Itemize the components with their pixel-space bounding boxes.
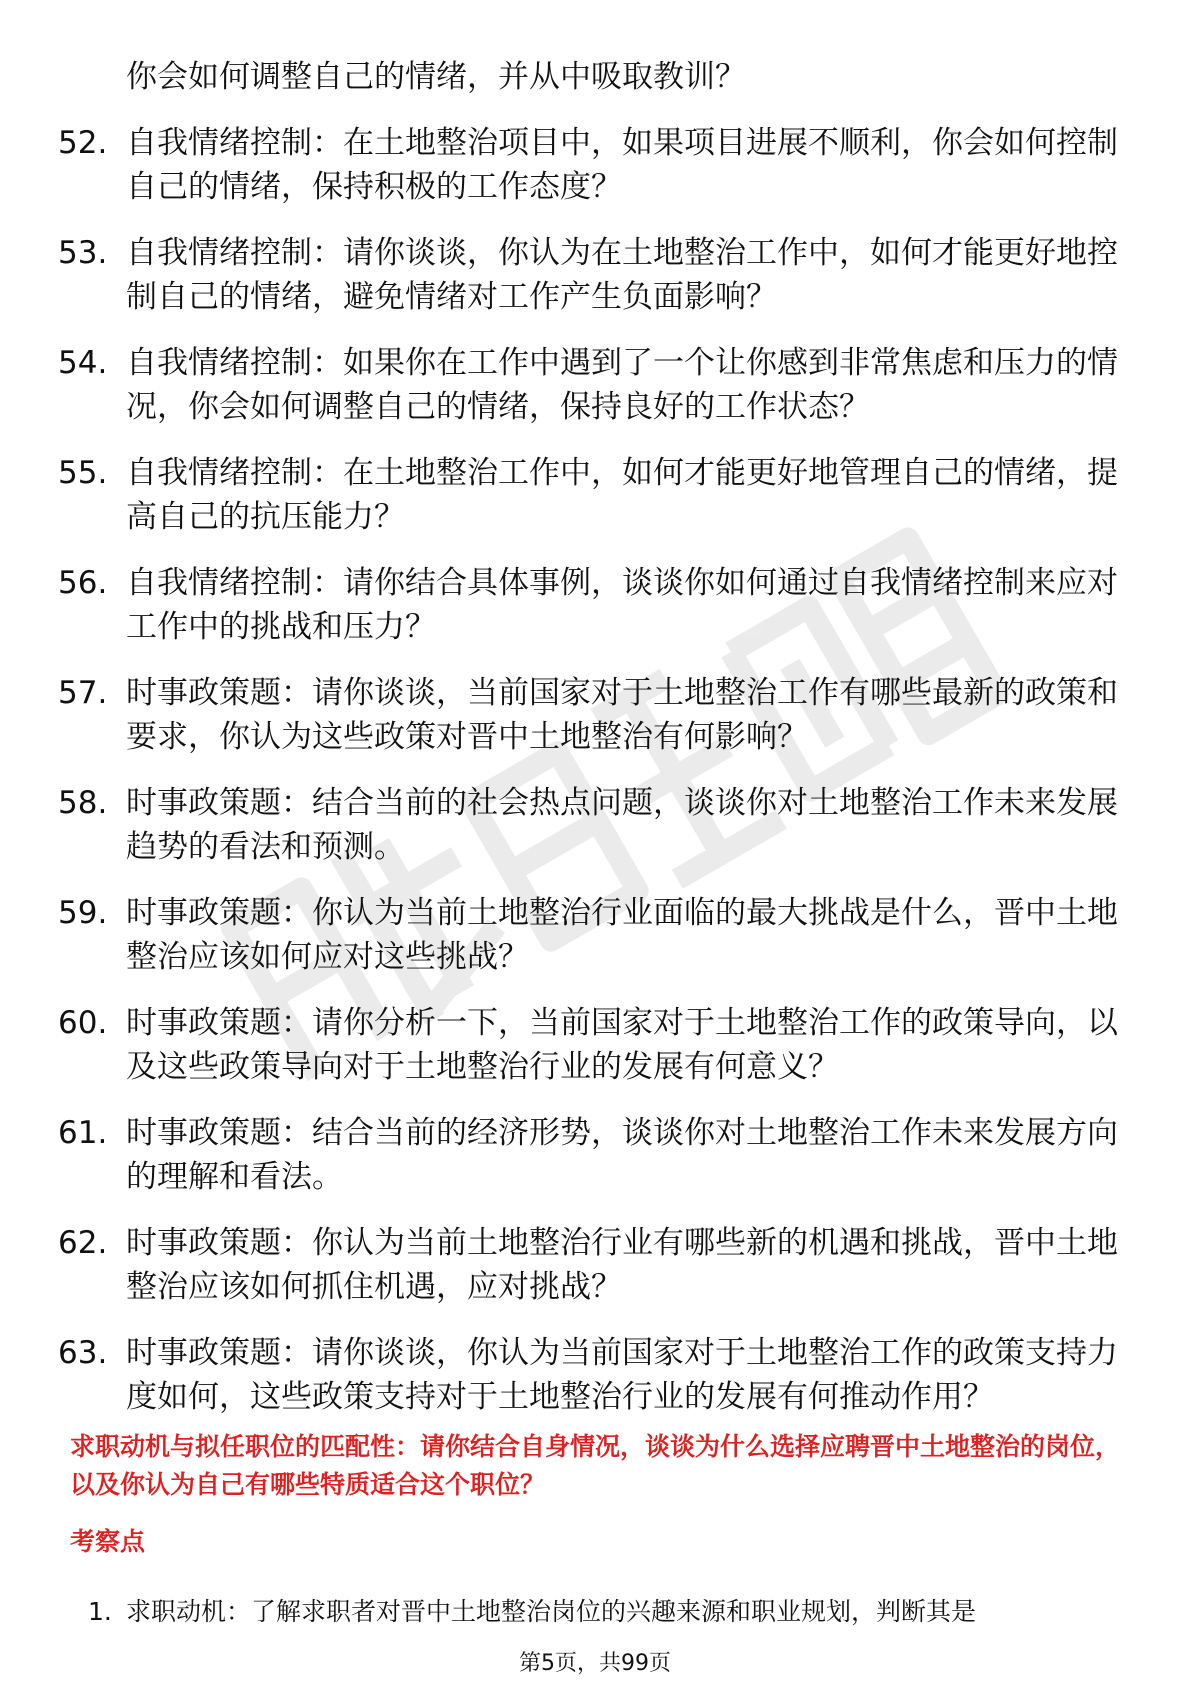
question-item [58, 231, 1128, 319]
question-text: 时事政策题：你认为当前土地整治行业有哪些新的机遇和挑战，晋中土地整治应该如何抓住机遇，应对挑战？ [126, 1225, 1118, 1305]
point-text: 求职动机：了解求职者对晋中土地整治岗位的兴趣来源和职业规划，判断其是 [126, 1597, 977, 1626]
question-text: 自我情绪控制：在土地整治项目中，如果项目进展不顺利，你会如何控制自己的情绪，保持积极的工作态度？ [126, 125, 1118, 205]
question-item [58, 561, 1128, 649]
question-number: 58. [58, 785, 108, 821]
question-number: 54. [58, 345, 108, 381]
section-title: 考察点 [70, 1527, 146, 1556]
question-text: 自我情绪控制：请你谈谈，你认为在土地整治工作中，如何才能更好地控制自己的情绪，避免情绪对工作产生负面影响？ [126, 235, 1118, 315]
question-text: 自我情绪控制：请你结合具体事例，谈谈你如何通过自我情绪控制来应对工作中的挑战和压力？ [126, 565, 1118, 645]
question-text: 时事政策题：你认为当前土地整治行业面临的最大挑战是什么，晋中土地整治应该如何应对这些挑战？ [126, 895, 1118, 975]
question-text: 时事政策题：请你谈谈，当前国家对于土地整治工作有哪些最新的政策和要求，你认为这些政策对晋中土地整治有何影响？ [126, 675, 1118, 755]
page-footer: 第5页，共99页 [519, 1651, 671, 1676]
question-number: 63. [58, 1335, 108, 1371]
question-text: 自我情绪控制：在土地整治工作中，如何才能更好地管理自己的情绪，提高自己的抗压能力？ [126, 455, 1118, 535]
question-item [58, 1331, 1128, 1419]
question-item [58, 121, 1128, 209]
question-number: 60. [58, 1005, 108, 1041]
question-headline: 求职动机与拟任职位的匹配性：请你结合自身情况，谈谈为什么选择应聘晋中土地整治的岗位，以及你认为自己有哪些特质适合这个职位？ [70, 1432, 1121, 1499]
question-number: 55. [58, 455, 108, 491]
question-item [58, 1001, 1128, 1089]
question-text: 时事政策题：请你分析一下，当前国家对于土地整治工作的政策导向，以及这些政策导向对于土地整治行业的发展有何意义？ [126, 1005, 1118, 1085]
question-text: 时事政策题：请你谈谈，你认为当前国家对于土地整治工作的政策支持力度如何，这些政策支持对于土地整治行业的发展有何推动作用？ [126, 1335, 1118, 1415]
question-item [58, 891, 1128, 979]
question-number: 52. [58, 125, 108, 161]
question-number: 59. [58, 895, 108, 931]
question-item [58, 671, 1128, 759]
assessment-point [88, 1594, 1138, 1630]
question-number: 56. [58, 565, 108, 601]
point-number: 1. [88, 1597, 112, 1626]
question-number: 53. [58, 235, 108, 271]
question-item [58, 781, 1128, 869]
question-item [58, 1111, 1128, 1199]
question-item [58, 1221, 1128, 1309]
question-list [58, 55, 1128, 1441]
question-text: 时事政策题：结合当前的社会热点问题，谈谈你对土地整治工作未来发展趋势的看法和预测。 [126, 785, 1118, 865]
question-number: 62. [58, 1225, 108, 1261]
question-item [58, 341, 1128, 429]
question-text: 自我情绪控制：如果你在工作中遇到了一个让你感到非常焦虑和压力的情况，你会如何调整自己的情绪，保持良好的工作状态？ [126, 345, 1118, 425]
question-number: 57. [58, 675, 108, 711]
question-item [58, 451, 1128, 539]
question-text: 时事政策题：结合当前的经济形势，谈谈你对土地整治工作未来发展方向的理解和看法。 [126, 1115, 1118, 1195]
continuation-text: 你会如何调整自己的情绪，并从中吸取教训？ [126, 59, 746, 95]
question-number: 61. [58, 1115, 108, 1151]
